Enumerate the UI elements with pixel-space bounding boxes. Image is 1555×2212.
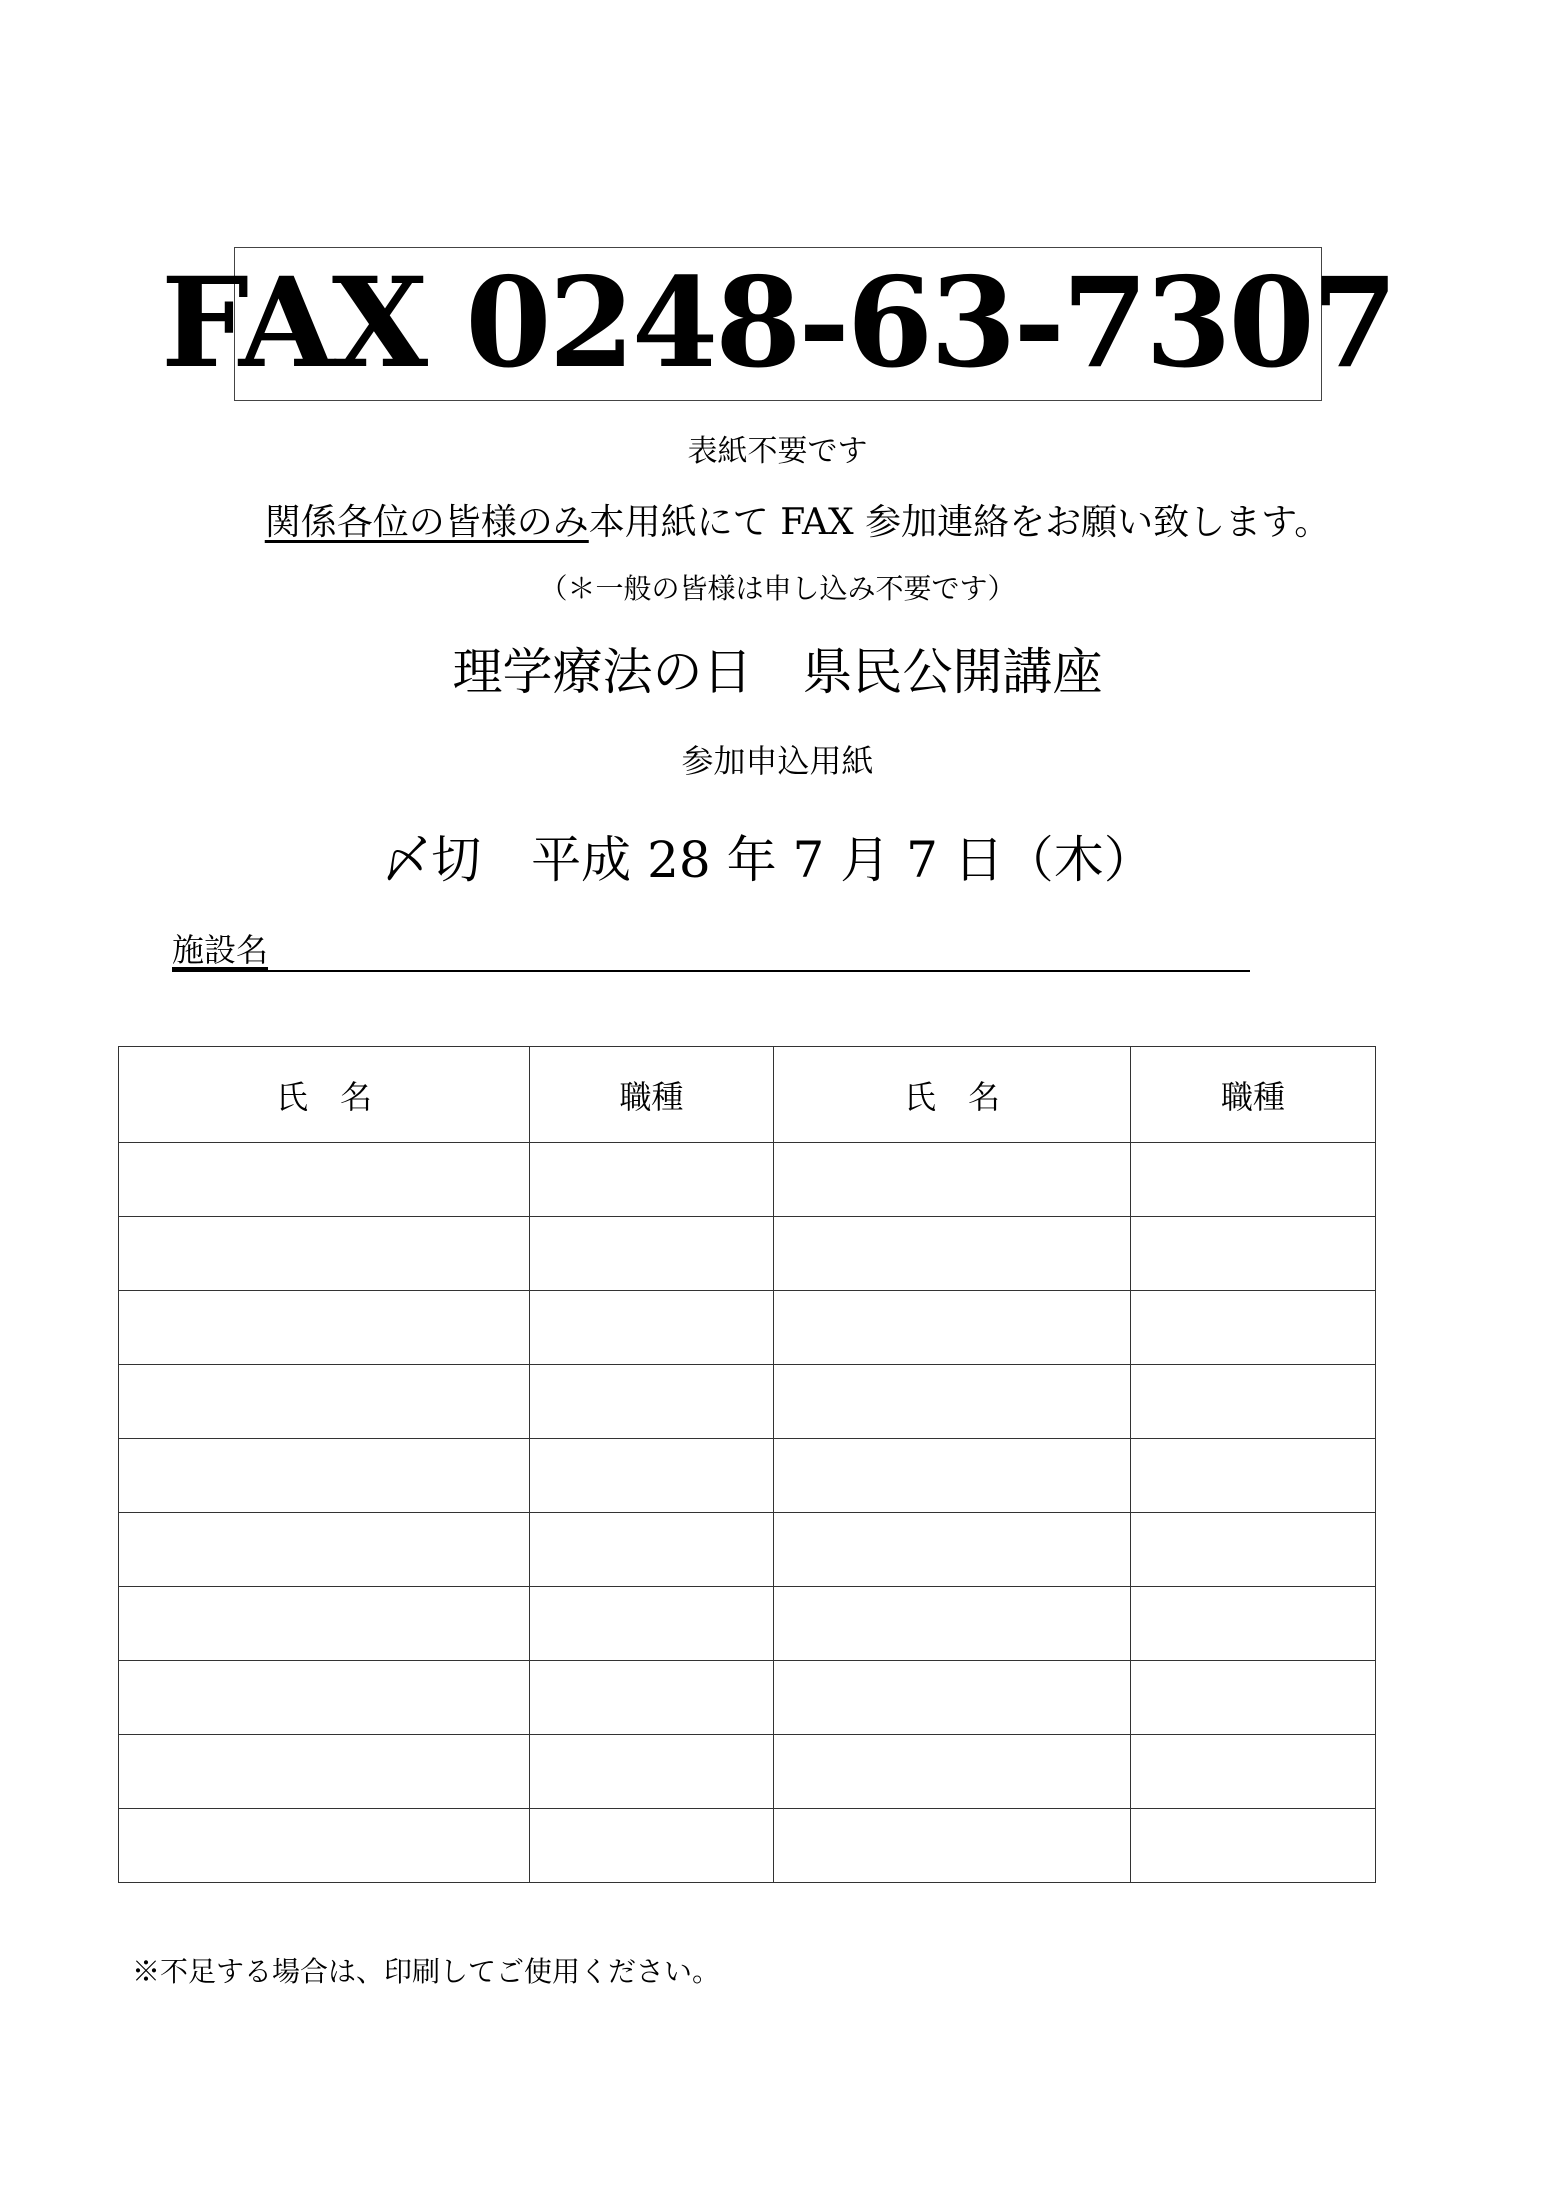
- header-occupation-1: 職種: [530, 1047, 774, 1143]
- occupation-cell[interactable]: [1131, 1587, 1376, 1661]
- table-header-row: [119, 1047, 1376, 1143]
- footnote: ※不足する場合は、印刷してご使用ください。: [132, 1955, 721, 1988]
- occupation-cell[interactable]: [1131, 1439, 1376, 1513]
- table-row: [119, 1661, 1376, 1735]
- table-row: [119, 1365, 1376, 1439]
- event-title: 理学療法の日 県民公開講座: [452, 643, 1103, 701]
- header-occupation-2: 職種: [1131, 1047, 1376, 1143]
- request-line: [20, 494, 1555, 545]
- table-row: [119, 1809, 1376, 1883]
- occupation-cell[interactable]: [530, 1217, 774, 1291]
- name-cell[interactable]: [774, 1439, 1131, 1513]
- participant-table: [118, 1046, 1376, 1883]
- occupation-cell[interactable]: [530, 1439, 774, 1513]
- occupation-cell[interactable]: [530, 1661, 774, 1735]
- name-cell[interactable]: [119, 1217, 530, 1291]
- header-name-2: 氏 名: [774, 1047, 1131, 1143]
- occupation-cell[interactable]: [1131, 1661, 1376, 1735]
- name-cell[interactable]: [119, 1143, 530, 1217]
- occupation-cell[interactable]: [530, 1513, 774, 1587]
- name-cell[interactable]: [774, 1809, 1131, 1883]
- table-row: [119, 1735, 1376, 1809]
- occupation-cell[interactable]: [530, 1735, 774, 1809]
- occupation-cell[interactable]: [1131, 1291, 1376, 1365]
- table-row: [119, 1143, 1376, 1217]
- participant-table-body: [119, 1143, 1376, 1883]
- occupation-cell[interactable]: [1131, 1217, 1376, 1291]
- general-public-note: （＊一般の皆様は申し込み不要です）: [539, 572, 1016, 605]
- name-cell[interactable]: [119, 1513, 530, 1587]
- name-cell[interactable]: [774, 1513, 1131, 1587]
- occupation-cell[interactable]: [1131, 1735, 1376, 1809]
- table-row: [119, 1291, 1376, 1365]
- name-cell[interactable]: [119, 1365, 530, 1439]
- name-cell[interactable]: [774, 1217, 1131, 1291]
- name-cell[interactable]: [119, 1735, 530, 1809]
- request-text: 本用紙にて FAX 参加連絡をお願い致します。: [588, 502, 1331, 543]
- occupation-cell[interactable]: [1131, 1513, 1376, 1587]
- occupation-cell[interactable]: [530, 1143, 774, 1217]
- fax-number: FAX 0248-63-7307: [160, 251, 1396, 396]
- header-name-1: 氏 名: [119, 1047, 530, 1143]
- facility-name-field[interactable]: [172, 928, 1250, 972]
- form-title: 参加申込用紙: [681, 742, 874, 780]
- name-cell[interactable]: [774, 1661, 1131, 1735]
- name-cell[interactable]: [119, 1809, 530, 1883]
- occupation-cell[interactable]: [1131, 1143, 1376, 1217]
- occupation-cell[interactable]: [1131, 1365, 1376, 1439]
- table-row: [119, 1439, 1376, 1513]
- name-cell[interactable]: [774, 1587, 1131, 1661]
- table-row: [119, 1513, 1376, 1587]
- cover-note: 表紙不要です: [687, 434, 868, 469]
- name-cell[interactable]: [774, 1365, 1131, 1439]
- facility-name-label: 施設名: [172, 931, 269, 969]
- name-cell[interactable]: [119, 1291, 530, 1365]
- name-cell[interactable]: [774, 1735, 1131, 1809]
- deadline: 〆切 平成 28 年 7 月 7 日（木）: [381, 831, 1154, 889]
- request-audience: 関係各位の皆様のみ: [264, 502, 589, 543]
- table-row: [119, 1217, 1376, 1291]
- fax-number-box: [160, 247, 1396, 401]
- occupation-cell[interactable]: [530, 1809, 774, 1883]
- occupation-cell[interactable]: [530, 1587, 774, 1661]
- table-row: [119, 1587, 1376, 1661]
- name-cell[interactable]: [119, 1439, 530, 1513]
- occupation-cell[interactable]: [530, 1291, 774, 1365]
- name-cell[interactable]: [119, 1587, 530, 1661]
- occupation-cell[interactable]: [1131, 1809, 1376, 1883]
- name-cell[interactable]: [774, 1291, 1131, 1365]
- name-cell[interactable]: [774, 1143, 1131, 1217]
- occupation-cell[interactable]: [530, 1365, 774, 1439]
- name-cell[interactable]: [119, 1661, 530, 1735]
